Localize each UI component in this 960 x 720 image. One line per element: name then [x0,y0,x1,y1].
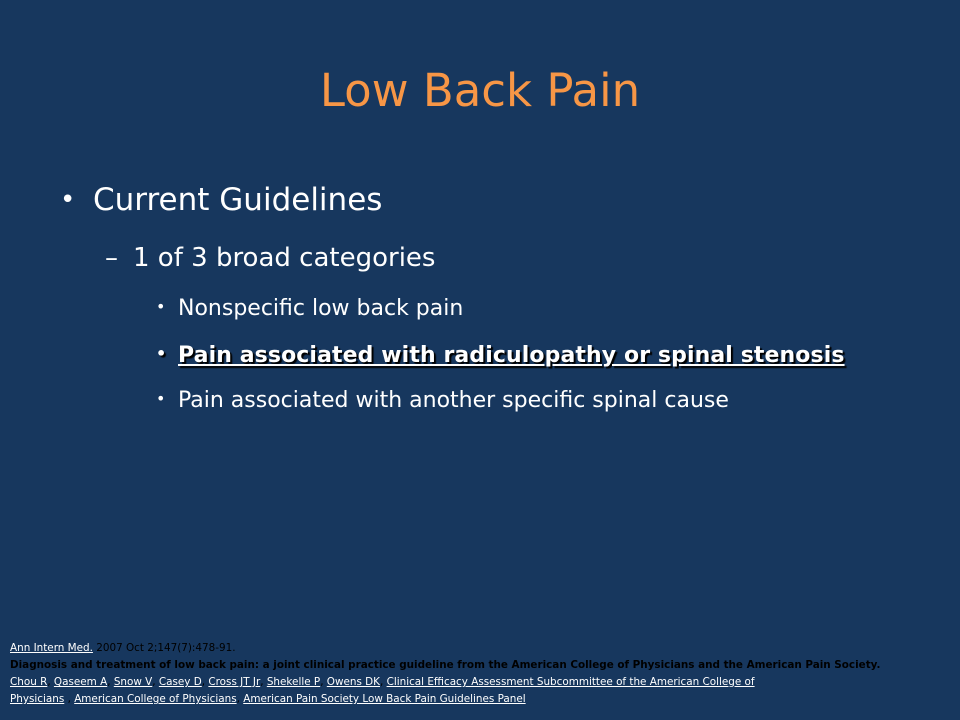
sub-bullet-categories [105,240,435,276]
slide-title: Low Back Pain [319,64,641,117]
citation-issue: 2007 Oct 2;147(7):478-91. [92,642,236,654]
author-link[interactable]: Shekelle P [266,676,321,688]
author-link[interactable]: Owens DK [326,676,380,688]
author-separator: , [236,693,244,705]
category-item-specific-cause [156,384,729,416]
citation-article-title: Diagnosis and treatment of low back pain: a joint clinical practice guideline from the American College of Physicians and the American Pain Society. [10,659,881,671]
category-label: Pain associated with another specific spinal cause [178,388,729,413]
bullet-label: Current Guidelines [93,182,383,218]
bullet-icon: • [156,297,166,316]
citation-source-line [10,640,940,657]
category-item-radiculopathy [156,339,845,371]
author-link[interactable]: American College of Physicians [74,693,237,705]
author-separator: , [260,676,267,688]
bullet-icon: • [60,185,76,215]
category-label-highlighted: Pain associated with radiculopathy or spinal stenosis [178,343,845,368]
author-link[interactable]: Cross JT Jr [208,676,261,688]
author-separator: , [47,676,54,688]
author-link[interactable]: Qaseem A [53,676,108,688]
dash-icon: – [105,243,118,273]
bullet-icon: • [156,344,167,363]
citation-authors-line-1 [10,674,940,691]
author-link[interactable]: Casey D [158,676,202,688]
author-link-committee-cont[interactable]: Physicians [10,693,65,705]
category-label: Nonspecific low back pain [178,296,464,321]
category-item-nonspecific [156,292,463,324]
bullet-current-guidelines [60,178,382,222]
bullet-icon: • [156,389,166,408]
author-separator: , [320,676,327,688]
author-separator: , [379,676,387,688]
author-link[interactable]: American Pain Society Low Back Pain Guidelines Panel [243,693,526,705]
author-separator: , [107,676,114,688]
author-link-committee[interactable]: Clinical Efficacy Assessment Subcommittee of the American College of [386,676,755,688]
author-link[interactable]: Snow V [113,676,153,688]
author-separator: , [67,693,75,705]
author-link[interactable]: Chou R [10,676,48,688]
author-separator: , [152,676,159,688]
sub-bullet-label: 1 of 3 broad categories [133,243,436,273]
citation-authors-line-2 [10,691,940,708]
journal-link[interactable]: Ann Intern Med. [10,642,93,654]
citation [10,640,940,708]
author-separator: , [201,676,209,688]
